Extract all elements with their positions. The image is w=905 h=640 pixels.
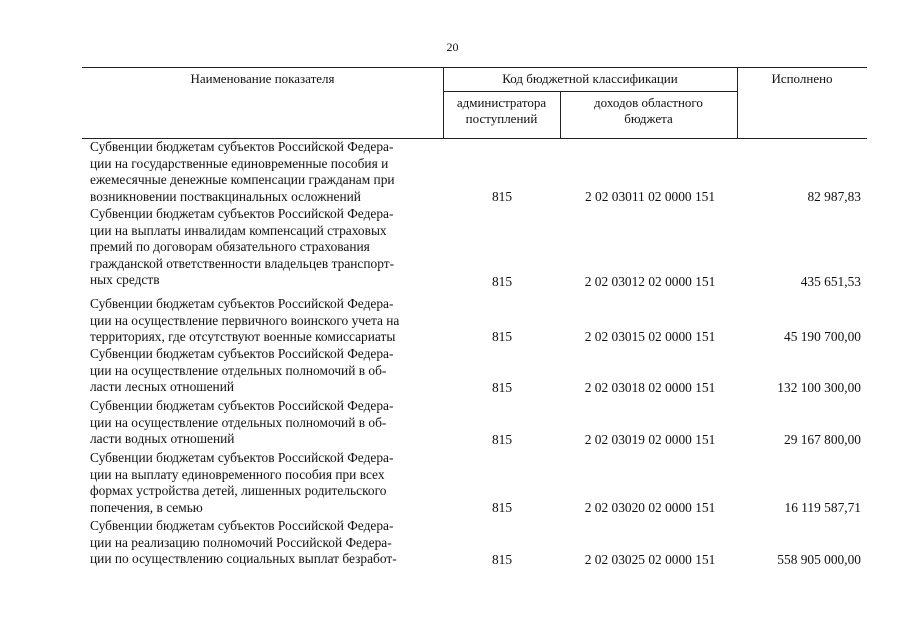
table-header (82, 67, 867, 139)
row-4-admin: 815 (491, 432, 513, 447)
row-5-executed: 16 119 587,71 (784, 500, 861, 515)
header-code-group: Код бюджетной классификации (502, 71, 678, 86)
row-3-executed: 132 100 300,00 (777, 380, 861, 395)
row-1-name (90, 206, 442, 289)
row-1-line-1: Субвенции бюджетам субъектов Российской Федера- (90, 206, 394, 221)
row-3-admin: 815 (491, 380, 513, 395)
row-6-code: 2 02 03025 02 0000 151 (584, 552, 716, 567)
header-income-line-2: бюджета (624, 111, 673, 126)
row-4-code: 2 02 03019 02 0000 151 (584, 432, 716, 447)
row-0-executed: 82 987,83 (807, 189, 861, 204)
row-4-line-2: ции на осуществление отдельных полномочий в об- (90, 414, 387, 430)
row-4-executed: 29 167 800,00 (784, 432, 861, 447)
row-0-line-2: ции на государственные единовременные пособия и (90, 155, 389, 171)
header-income-column (560, 95, 737, 127)
row-4-line-3: ласти водных отношений (90, 431, 235, 447)
header-admin-column (443, 95, 560, 127)
row-3-code: 2 02 03018 02 0000 151 (584, 380, 716, 395)
row-1-code: 2 02 03012 02 0000 151 (584, 274, 716, 289)
header-code-underline (443, 91, 737, 92)
row-6-executed: 558 905 000,00 (777, 552, 861, 567)
row-1-line-2: ции на выплаты инвалидам компенсаций страховых (90, 222, 387, 238)
row-5-line-2: ции на выплату единовременного пособия при всех (90, 466, 385, 482)
row-3-line-1: Субвенции бюджетам субъектов Российской Федера- (90, 346, 394, 361)
header-admin-line-2: поступлений (465, 111, 538, 126)
row-2-line-3: территориях, где отсутствуют военные комиссариаты (90, 329, 396, 345)
row-0-line-3: ежемесячные денежные компенсации гражданам при (90, 172, 395, 188)
row-6-admin: 815 (491, 552, 513, 567)
row-5-code: 2 02 03020 02 0000 151 (584, 500, 716, 515)
row-0-name (90, 139, 442, 205)
row-2-name (90, 296, 442, 346)
row-1-line-3: премий по договорам обязательного страхования (90, 239, 370, 255)
row-1-executed: 435 651,53 (800, 274, 861, 289)
row-0-code: 2 02 03011 02 0000 151 (584, 189, 716, 204)
row-0-line-4: возникновении поствакцинальных осложнений (90, 188, 361, 204)
row-4-line-1: Субвенции бюджетам субъектов Российской Федера- (90, 398, 394, 413)
row-5-name (90, 450, 442, 516)
row-1-line-4: гражданской ответственности владельцев транспорт- (90, 255, 395, 271)
row-5-line-4: попечения, в семью (90, 499, 203, 515)
header-executed-column: Исполнено (771, 71, 833, 86)
row-6-line-2: ции на реализацию полномочий Российской Федера- (90, 534, 392, 550)
row-6-line-3: ции по осуществлению социальных выплат безработ- (90, 551, 397, 567)
row-5-line-3: формах устройства детей, лишенных родительского (90, 483, 387, 499)
row-2-line-1: Субвенции бюджетам субъектов Российской Федера- (90, 296, 394, 311)
row-2-line-2: ции на осуществление первичного воинского учета на (90, 312, 400, 328)
row-6-name (90, 518, 442, 568)
row-5-admin: 815 (491, 500, 513, 515)
header-income-line-1: доходов областного (594, 95, 703, 110)
row-1-admin: 815 (491, 274, 513, 289)
header-name-column: Наименование показателя (190, 71, 335, 86)
page-number: 20 (446, 40, 459, 54)
row-2-executed: 45 190 700,00 (784, 329, 861, 344)
row-2-code: 2 02 03015 02 0000 151 (584, 329, 716, 344)
header-admin-line-1: администратора (456, 95, 547, 110)
row-4-name (90, 398, 442, 448)
row-0-line-1: Субвенции бюджетам субъектов Российской Федера- (90, 139, 394, 154)
row-5-line-1: Субвенции бюджетам субъектов Российской Федера- (90, 450, 394, 465)
row-3-line-3: ласти лесных отношений (90, 379, 235, 395)
row-0-admin: 815 (491, 189, 513, 204)
row-1-line-5: ных средств (90, 272, 160, 288)
row-3-name (90, 346, 442, 396)
row-2-admin: 815 (491, 329, 513, 344)
row-3-line-2: ции на осуществление отдельных полномочий в об- (90, 362, 387, 378)
row-6-line-1: Субвенции бюджетам субъектов Российской Федера- (90, 518, 394, 533)
